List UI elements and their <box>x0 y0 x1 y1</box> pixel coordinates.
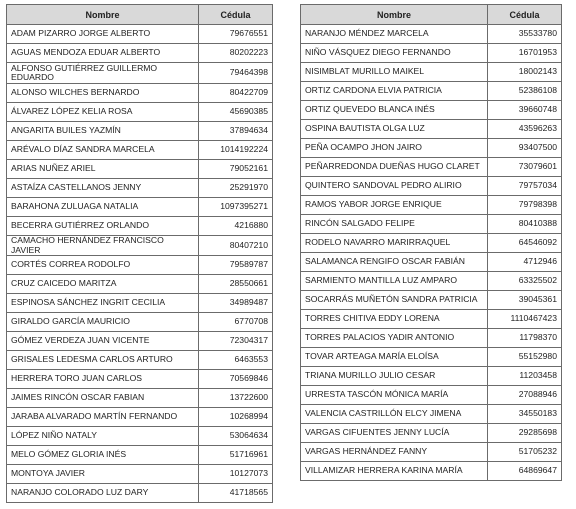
table-row <box>301 253 562 272</box>
person-name-cell: URRESTA TASCÓN MÓNICA MARÍA <box>301 386 488 405</box>
cedula-cell: 6770708 <box>199 313 273 332</box>
person-name-cell: MELO GÓMEZ GLORIA INÉS <box>7 446 199 465</box>
person-name-cell: ÁLVAREZ LÓPEZ KELIA ROSA <box>7 103 199 122</box>
person-name-cell: VARGAS HERNÁNDEZ FANNY <box>301 443 488 462</box>
person-name-cell: TORRES PALACIOS YADIR ANTONIO <box>301 329 488 348</box>
person-name-cell: ARÉVALO DÍAZ SANDRA MARCELA <box>7 141 199 160</box>
person-name-cell: JARABA ALVARADO MARTÍN FERNANDO <box>7 408 199 427</box>
person-name-cell: RINCÓN SALGADO FELIPE <box>301 215 488 234</box>
table-row <box>301 215 562 234</box>
table-row <box>301 462 562 481</box>
cedula-cell: 80202223 <box>199 44 273 63</box>
cedula-cell: 79464398 <box>199 63 273 84</box>
person-name-cell: HERRERA TORO JUAN CARLOS <box>7 370 199 389</box>
table-row <box>301 120 562 139</box>
table-row <box>7 389 273 408</box>
cedula-cell: 93407500 <box>488 139 562 158</box>
table-row <box>301 329 562 348</box>
person-name-cell: CORTÉS CORREA RODOLFO <box>7 256 199 275</box>
cedula-cell: 79052161 <box>199 160 273 179</box>
cedula-cell: 4216880 <box>199 217 273 236</box>
person-name-cell: TRIANA MURILLO JULIO CESAR <box>301 367 488 386</box>
table-row <box>7 427 273 446</box>
roster-body-left <box>7 25 273 503</box>
cedula-cell: 80407210 <box>199 236 273 256</box>
cedula-cell: 1097395271 <box>199 198 273 217</box>
cedula-cell: 73079601 <box>488 158 562 177</box>
column-header-id: Cédula <box>199 5 273 25</box>
person-name-cell: SOCARRÁS MUÑETÓN SANDRA PATRICIA <box>301 291 488 310</box>
cedula-cell: 1110467423 <box>488 310 562 329</box>
person-name-cell: PEÑARREDONDA DUEÑAS HUGO CLARET <box>301 158 488 177</box>
person-name-cell: BECERRA GUTIÉRREZ ORLANDO <box>7 217 199 236</box>
person-name-cell: ANGARITA BUILES YAZMÍN <box>7 122 199 141</box>
person-name-cell: LÓPEZ NIÑO NATALY <box>7 427 199 446</box>
table-row <box>301 424 562 443</box>
cedula-cell: 79757034 <box>488 177 562 196</box>
table-row <box>301 386 562 405</box>
person-name-cell: CRUZ CAICEDO MARITZA <box>7 275 199 294</box>
cedula-cell: 6463553 <box>199 351 273 370</box>
cedula-cell: 80422709 <box>199 84 273 103</box>
cedula-cell: 53064634 <box>199 427 273 446</box>
cedula-cell: 63325502 <box>488 272 562 291</box>
cedula-cell: 37894634 <box>199 122 273 141</box>
cedula-cell: 34550183 <box>488 405 562 424</box>
cedula-cell: 27088946 <box>488 386 562 405</box>
person-name-cell: ADAM PIZARRO JORGE ALBERTO <box>7 25 199 44</box>
table-row <box>7 103 273 122</box>
column-header-id: Cédula <box>488 5 562 25</box>
table-row <box>7 275 273 294</box>
cedula-cell: 10127073 <box>199 465 273 484</box>
person-name-cell: BARAHONA ZULUAGA NATALIA <box>7 198 199 217</box>
table-row <box>7 446 273 465</box>
table-row <box>7 25 273 44</box>
table-row <box>301 139 562 158</box>
person-name-cell: NARANJO COLORADO LUZ DARY <box>7 484 199 503</box>
table-row <box>7 122 273 141</box>
table-row <box>7 179 273 198</box>
cedula-cell: 34989487 <box>199 294 273 313</box>
table-row <box>7 351 273 370</box>
cedula-cell: 55152980 <box>488 348 562 367</box>
cedula-cell: 70569846 <box>199 370 273 389</box>
cedula-cell: 64869647 <box>488 462 562 481</box>
roster-body-right <box>301 25 562 481</box>
person-name-cell: CAMACHO HERNÁNDEZ FRANCISCO JAVIER <box>7 236 199 256</box>
table-row <box>301 272 562 291</box>
column-header-name: Nombre <box>7 5 199 25</box>
cedula-cell: 51716961 <box>199 446 273 465</box>
table-row <box>7 313 273 332</box>
cedula-cell: 11203458 <box>488 367 562 386</box>
person-name-cell: QUINTERO SANDOVAL PEDRO ALIRIO <box>301 177 488 196</box>
table-row <box>7 236 273 256</box>
cedula-cell: 10268994 <box>199 408 273 427</box>
cedula-cell: 39045361 <box>488 291 562 310</box>
person-name-cell: SARMIENTO MANTILLA LUZ AMPARO <box>301 272 488 291</box>
table-row <box>301 367 562 386</box>
table-row <box>7 465 273 484</box>
cedula-cell: 41718565 <box>199 484 273 503</box>
cedula-cell: 4712946 <box>488 253 562 272</box>
table-row <box>301 63 562 82</box>
cedula-cell: 79589787 <box>199 256 273 275</box>
table-row <box>301 158 562 177</box>
person-name-cell: PEÑA OCAMPO JHON JAIRO <box>301 139 488 158</box>
cedula-cell: 1014192224 <box>199 141 273 160</box>
person-name-cell: VARGAS CIFUENTES JENNY LUCÍA <box>301 424 488 443</box>
table-row <box>7 141 273 160</box>
cedula-cell: 28550661 <box>199 275 273 294</box>
cedula-cell: 39660748 <box>488 101 562 120</box>
table-row <box>301 405 562 424</box>
person-name-cell: NIÑO VÁSQUEZ DIEGO FERNANDO <box>301 44 488 63</box>
cedula-cell: 80410388 <box>488 215 562 234</box>
table-row <box>7 217 273 236</box>
cedula-cell: 64546092 <box>488 234 562 253</box>
person-name-cell: MONTOYA JAVIER <box>7 465 199 484</box>
table-row <box>7 294 273 313</box>
person-name-cell: AGUAS MENDOZA EDUAR ALBERTO <box>7 44 199 63</box>
person-name-cell: ALONSO WILCHES BERNARDO <box>7 84 199 103</box>
person-name-cell: SALAMANCA RENGIFO OSCAR FABIÁN <box>301 253 488 272</box>
table-row <box>301 348 562 367</box>
person-name-cell: ORTIZ QUEVEDO BLANCA INÉS <box>301 101 488 120</box>
header-row <box>7 5 273 25</box>
person-name-cell: ARIAS NUÑEZ ARIEL <box>7 160 199 179</box>
cedula-cell: 79798398 <box>488 196 562 215</box>
table-row <box>301 44 562 63</box>
table-row <box>7 84 273 103</box>
cedula-cell: 13722600 <box>199 389 273 408</box>
table-row <box>7 370 273 389</box>
person-name-cell: NARANJO MÉNDEZ MARCELA <box>301 25 488 44</box>
cedula-cell: 43596263 <box>488 120 562 139</box>
table-row <box>301 177 562 196</box>
cedula-cell: 35533780 <box>488 25 562 44</box>
table-row <box>7 332 273 351</box>
person-name-cell: ESPINOSA SÁNCHEZ INGRIT CECILIA <box>7 294 199 313</box>
person-name-cell: ORTIZ CARDONA ELVIA PATRICIA <box>301 82 488 101</box>
table-row <box>7 63 273 84</box>
cedula-cell: 52386108 <box>488 82 562 101</box>
cedula-cell: 16701953 <box>488 44 562 63</box>
person-name-cell: GÓMEZ VERDEZA JUAN VICENTE <box>7 332 199 351</box>
table-row <box>7 484 273 503</box>
header-row <box>301 5 562 25</box>
table-row <box>7 198 273 217</box>
person-name-cell: RODELO NAVARRO MARIRRAQUEL <box>301 234 488 253</box>
table-row <box>301 25 562 44</box>
cedula-cell: 11798370 <box>488 329 562 348</box>
cedula-cell: 72304317 <box>199 332 273 351</box>
person-name-cell: TORRES CHITIVA EDDY LORENA <box>301 310 488 329</box>
person-name-cell: OSPINA BAUTISTA OLGA LUZ <box>301 120 488 139</box>
cedula-cell: 79676551 <box>199 25 273 44</box>
table-row <box>301 310 562 329</box>
table-row <box>301 196 562 215</box>
person-name-cell: GRISALES LEDESMA CARLOS ARTURO <box>7 351 199 370</box>
cedula-cell: 18002143 <box>488 63 562 82</box>
roster-table-left <box>6 4 273 503</box>
column-header-name: Nombre <box>301 5 488 25</box>
person-name-cell: VILLAMIZAR HERRERA KARINA MARÍA <box>301 462 488 481</box>
person-name-cell: NISIMBLAT MURILLO MAIKEL <box>301 63 488 82</box>
table-row <box>7 408 273 427</box>
table-row <box>7 256 273 275</box>
table-row <box>7 160 273 179</box>
table-row <box>301 82 562 101</box>
person-name-cell: TOVAR ARTEAGA MARÍA ELOÍSA <box>301 348 488 367</box>
cedula-cell: 45690385 <box>199 103 273 122</box>
person-name-cell: VALENCIA CASTRILLÓN ELCY JIMENA <box>301 405 488 424</box>
table-row <box>7 44 273 63</box>
roster-table-right <box>300 4 562 481</box>
table-row <box>301 101 562 120</box>
cedula-cell: 29285698 <box>488 424 562 443</box>
table-row <box>301 443 562 462</box>
cedula-cell: 51705232 <box>488 443 562 462</box>
person-name-cell: ASTAÍZA CASTELLANOS JENNY <box>7 179 199 198</box>
person-name-cell: GIRALDO GARCÍA MAURICIO <box>7 313 199 332</box>
person-name-cell: JAIMES RINCÓN OSCAR FABIAN <box>7 389 199 408</box>
person-name-cell: ALFONSO GUTIÉRREZ GUILLERMO EDUARDO <box>7 63 199 84</box>
table-row <box>301 291 562 310</box>
person-name-cell: RAMOS YABOR JORGE ENRIQUE <box>301 196 488 215</box>
cedula-cell: 25291970 <box>199 179 273 198</box>
table-row <box>301 234 562 253</box>
